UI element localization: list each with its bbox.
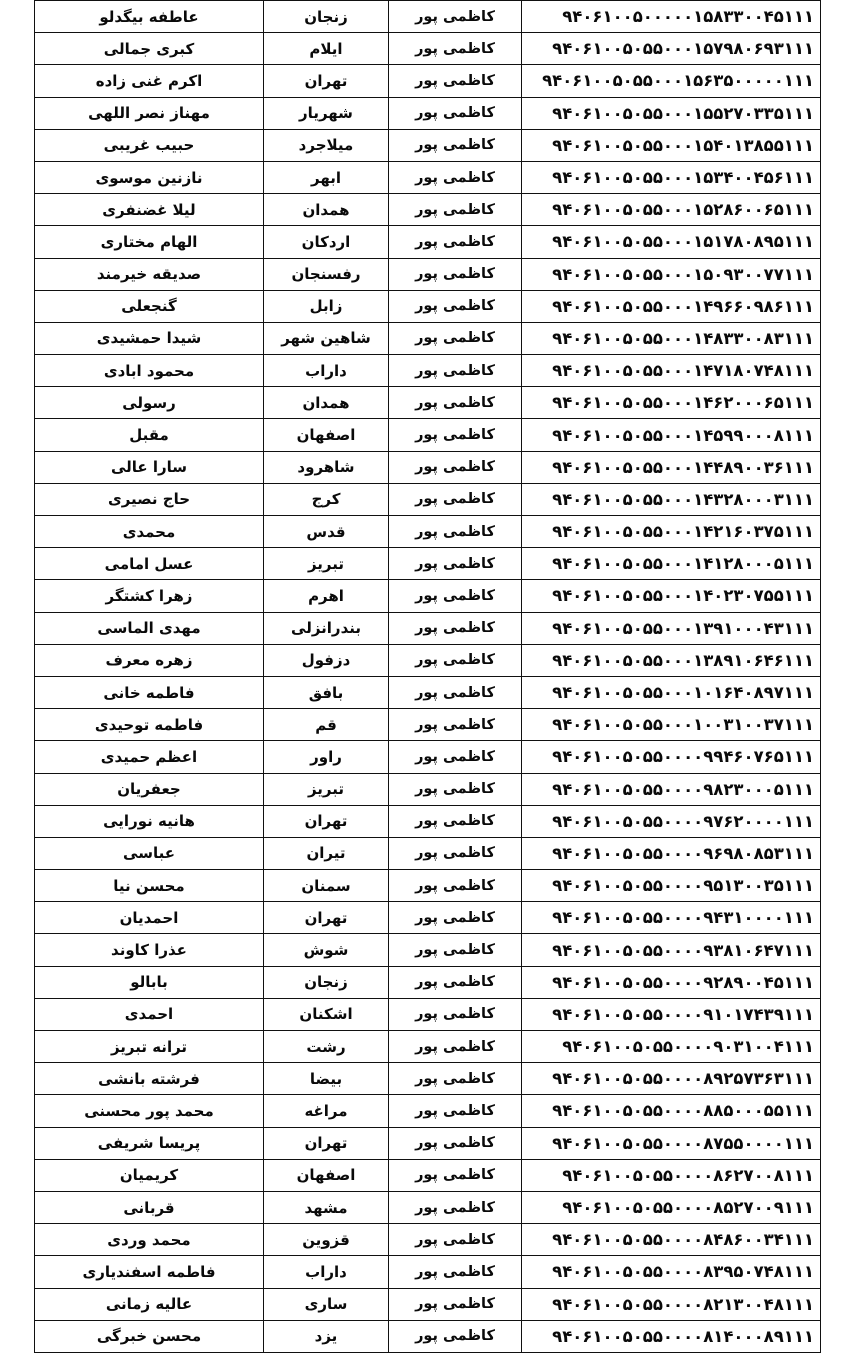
account-number-cell: ۹۴۰۶۱۰۰۵۰۵۵۰۰۰۱۰۰۳۱۰۰۳۷۱۱۱ (522, 709, 821, 741)
table-row (35, 451, 821, 483)
surname-cell: کاظمی پور (389, 1256, 522, 1288)
surname-cell: کاظمی پور (389, 97, 522, 129)
city-cell: مشهد (264, 1191, 389, 1223)
surname-cell: کاظمی پور (389, 290, 522, 322)
city-cell: همدان (264, 387, 389, 419)
table-row (35, 1031, 821, 1063)
table-row (35, 1063, 821, 1095)
city-cell: شاهرود (264, 451, 389, 483)
table-row (35, 870, 821, 902)
table-row (35, 161, 821, 193)
city-cell: اهرم (264, 580, 389, 612)
person-name-cell: اعظم حمیدی (35, 741, 264, 773)
surname-cell: کاظمی پور (389, 355, 522, 387)
surname-cell: کاظمی پور (389, 226, 522, 258)
surname-cell: کاظمی پور (389, 998, 522, 1030)
person-name-cell: حبیب غریبی (35, 129, 264, 161)
account-number-cell: ۹۴۰۶۱۰۰۵۰۵۵۰۰۰۰۹۳۸۱۰۶۴۷۱۱۱ (522, 934, 821, 966)
city-cell: قدس (264, 516, 389, 548)
account-number-cell: ۹۴۰۶۱۰۰۵۰۵۵۰۰۰۰۸۳۹۵۰۷۴۸۱۱۱ (522, 1256, 821, 1288)
table-row (35, 65, 821, 97)
person-name-cell: عذرا کاوند (35, 934, 264, 966)
person-name-cell: اکرم غنی زاده (35, 65, 264, 97)
city-cell: راور (264, 741, 389, 773)
table-row (35, 580, 821, 612)
person-name-cell: رسولی (35, 387, 264, 419)
table-row (35, 966, 821, 998)
person-name-cell: قربانی (35, 1191, 264, 1223)
surname-cell: کاظمی پور (389, 419, 522, 451)
account-number-cell: ۹۴۰۶۱۰۰۵۰۵۵۰۰۰۰۸۵۲۷۰۰۹۱۱۱ (522, 1191, 821, 1223)
surname-cell: کاظمی پور (389, 676, 522, 708)
person-name-cell: گنجعلی (35, 290, 264, 322)
surname-cell: کاظمی پور (389, 548, 522, 580)
account-number-cell: ۹۴۰۶۱۰۰۵۰۵۵۰۰۰۱۴۶۲۰۰۰۶۵۱۱۱ (522, 387, 821, 419)
person-name-cell: احمدیان (35, 902, 264, 934)
surname-cell: کاظمی پور (389, 612, 522, 644)
account-number-cell: ۹۴۰۶۱۰۰۵۰۵۵۰۰۰۱۳۹۱۰۰۰۴۳۱۱۱ (522, 612, 821, 644)
person-name-cell: محسن نیا (35, 870, 264, 902)
city-cell: شاهین شهر (264, 322, 389, 354)
city-cell: همدان (264, 194, 389, 226)
surname-cell: کاظمی پور (389, 161, 522, 193)
city-cell: بندرانزلی (264, 612, 389, 644)
city-cell: سمنان (264, 870, 389, 902)
surname-cell: کاظمی پور (389, 805, 522, 837)
table-row (35, 1127, 821, 1159)
person-name-cell: صدیقه خیرمند (35, 258, 264, 290)
city-cell: زنجان (264, 966, 389, 998)
table-row (35, 934, 821, 966)
table-row (35, 837, 821, 869)
city-cell: بافق (264, 676, 389, 708)
surname-cell: کاظمی پور (389, 1127, 522, 1159)
city-cell: دزفول (264, 644, 389, 676)
person-name-cell: محمدی (35, 516, 264, 548)
account-number-cell: ۹۴۰۶۱۰۰۵۰۵۵۰۰۰۰۸۴۸۶۰۰۳۴۱۱۱ (522, 1224, 821, 1256)
table-row (35, 322, 821, 354)
person-name-cell: زهره معرف (35, 644, 264, 676)
table-row (35, 419, 821, 451)
person-name-cell: عسل امامی (35, 548, 264, 580)
surname-cell: کاظمی پور (389, 1191, 522, 1223)
city-cell: رشت (264, 1031, 389, 1063)
person-name-cell: محمد وردی (35, 1224, 264, 1256)
account-number-cell: ۹۴۰۶۱۰۰۵۰۵۵۰۰۰۰۹۹۴۶۰۷۶۵۱۱۱ (522, 741, 821, 773)
account-number-cell: ۹۴۰۶۱۰۰۵۰۵۵۰۰۰۱۴۵۹۹۰۰۰۸۱۱۱ (522, 419, 821, 451)
table-row (35, 612, 821, 644)
account-number-cell: ۹۴۰۶۱۰۰۵۰۵۵۰۰۰۰۹۷۶۲۰۰۰۰۱۱۱ (522, 805, 821, 837)
person-name-cell: کریمیان (35, 1159, 264, 1191)
surname-cell: کاظمی پور (389, 33, 522, 65)
surname-cell: کاظمی پور (389, 580, 522, 612)
table-row (35, 129, 821, 161)
table-row (35, 741, 821, 773)
account-number-cell: ۹۴۰۶۱۰۰۵۰۵۵۰۰۰۰۸۷۵۵۰۰۰۰۱۱۱ (522, 1127, 821, 1159)
table-row (35, 1224, 821, 1256)
surname-cell: کاظمی پور (389, 65, 522, 97)
person-name-cell: الهام مختاری (35, 226, 264, 258)
table-row (35, 548, 821, 580)
person-name-cell: مهدی الماسی (35, 612, 264, 644)
surname-cell: کاظمی پور (389, 870, 522, 902)
person-name-cell: حاج نصیری (35, 483, 264, 515)
table-row (35, 1159, 821, 1191)
surname-cell: کاظمی پور (389, 322, 522, 354)
surname-cell: کاظمی پور (389, 934, 522, 966)
account-number-cell: ۹۴۰۶۱۰۰۵۰۰۰۰۰۱۵۸۳۳۰۰۴۵۱۱۱ (522, 1, 821, 33)
table-row (35, 1191, 821, 1223)
table-row (35, 290, 821, 322)
person-name-cell: ترانه تبریز (35, 1031, 264, 1063)
account-number-cell: ۹۴۰۶۱۰۰۵۰۵۵۰۰۰۰۹۰۳۱۰۰۴۱۱۱ (522, 1031, 821, 1063)
table-row (35, 773, 821, 805)
account-number-cell: ۹۴۰۶۱۰۰۵۰۵۵۰۰۰۱۴۲۱۶۰۳۷۵۱۱۱ (522, 516, 821, 548)
table-row (35, 258, 821, 290)
account-number-cell: ۹۴۰۶۱۰۰۵۰۵۵۰۰۰۱۵۲۸۶۰۰۶۵۱۱۱ (522, 194, 821, 226)
city-cell: بیضا (264, 1063, 389, 1095)
account-number-cell: ۹۴۰۶۱۰۰۵۰۵۵۰۰۰۱۴۱۲۸۰۰۰۵۱۱۱ (522, 548, 821, 580)
account-number-cell: ۹۴۰۶۱۰۰۵۰۵۵۰۰۰۱۵۰۹۳۰۰۷۷۱۱۱ (522, 258, 821, 290)
account-number-cell: ۹۴۰۶۱۰۰۵۰۵۵۰۰۰۰۸۲۱۳۰۰۴۸۱۱۱ (522, 1288, 821, 1320)
account-number-cell: ۹۴۰۶۱۰۰۵۰۵۵۰۰۰۰۹۵۱۳۰۰۳۵۱۱۱ (522, 870, 821, 902)
account-number-cell: ۹۴۰۶۱۰۰۵۰۵۵۰۰۰۰۹۶۹۸۰۸۵۳۱۱۱ (522, 837, 821, 869)
city-cell: تهران (264, 1127, 389, 1159)
table-row (35, 226, 821, 258)
person-name-cell: کبری جمالی (35, 33, 264, 65)
city-cell: قزوین (264, 1224, 389, 1256)
accounts-table-body (35, 1, 821, 1353)
table-row (35, 1095, 821, 1127)
person-name-cell: احمدی (35, 998, 264, 1030)
city-cell: تیران (264, 837, 389, 869)
person-name-cell: لیلا غضنفری (35, 194, 264, 226)
city-cell: داراب (264, 1256, 389, 1288)
table-row (35, 1288, 821, 1320)
account-number-cell: ۹۴۰۶۱۰۰۵۰۵۵۰۰۰۱۵۳۴۰۰۴۵۶۱۱۱ (522, 161, 821, 193)
city-cell: زنجان (264, 1, 389, 33)
account-number-cell: ۹۴۰۶۱۰۰۵۰۵۵۰۰۰۱۴۰۲۳۰۷۵۵۱۱۱ (522, 580, 821, 612)
surname-cell: کاظمی پور (389, 1063, 522, 1095)
surname-cell: کاظمی پور (389, 709, 522, 741)
table-row (35, 676, 821, 708)
account-number-cell: ۹۴۰۶۱۰۰۵۰۵۵۰۰۰۱۵۶۳۵۰۰۰۰۰۱۱۱ (522, 65, 821, 97)
person-name-cell: جعفریان (35, 773, 264, 805)
account-number-cell: ۹۴۰۶۱۰۰۵۰۵۵۰۰۰۱۴۷۱۸۰۷۴۸۱۱۱ (522, 355, 821, 387)
table-row (35, 355, 821, 387)
person-name-cell: عالیه زمانی (35, 1288, 264, 1320)
person-name-cell: فاطمه اسفندیاری (35, 1256, 264, 1288)
surname-cell: کاظمی پور (389, 516, 522, 548)
table-row (35, 33, 821, 65)
table-row (35, 998, 821, 1030)
table-row (35, 805, 821, 837)
person-name-cell: عباسی (35, 837, 264, 869)
table-row (35, 97, 821, 129)
person-name-cell: مقبل (35, 419, 264, 451)
table-row (35, 1256, 821, 1288)
city-cell: شوش (264, 934, 389, 966)
account-number-cell: ۹۴۰۶۱۰۰۵۰۵۵۰۰۰۰۸۸۵۰۰۰۵۵۱۱۱ (522, 1095, 821, 1127)
account-number-cell: ۹۴۰۶۱۰۰۵۰۵۵۰۰۰۱۵۱۷۸۰۸۹۵۱۱۱ (522, 226, 821, 258)
account-number-cell: ۹۴۰۶۱۰۰۵۰۵۵۰۰۰۰۹۲۸۹۰۰۴۵۱۱۱ (522, 966, 821, 998)
city-cell: ساری (264, 1288, 389, 1320)
city-cell: قم (264, 709, 389, 741)
account-number-cell: ۹۴۰۶۱۰۰۵۰۵۵۰۰۰۰۹۱۰۱۷۴۳۹۱۱۱ (522, 998, 821, 1030)
city-cell: تبریز (264, 773, 389, 805)
surname-cell: کاظمی پور (389, 1288, 522, 1320)
person-name-cell: فاطمه توحیدی (35, 709, 264, 741)
person-name-cell: فرشته بانشی (35, 1063, 264, 1095)
city-cell: کرج (264, 483, 389, 515)
surname-cell: کاظمی پور (389, 1159, 522, 1191)
table-row (35, 1, 821, 33)
account-number-cell: ۹۴۰۶۱۰۰۵۰۵۵۰۰۰۱۵۴۰۱۳۸۵۵۱۱۱ (522, 129, 821, 161)
table-row (35, 644, 821, 676)
surname-cell: کاظمی پور (389, 129, 522, 161)
table-row (35, 1320, 821, 1352)
account-number-cell: ۹۴۰۶۱۰۰۵۰۵۵۰۰۰۰۹۸۲۳۰۰۰۵۱۱۱ (522, 773, 821, 805)
surname-cell: کاظمی پور (389, 902, 522, 934)
table-row (35, 516, 821, 548)
table-row (35, 902, 821, 934)
city-cell: یزد (264, 1320, 389, 1352)
account-number-cell: ۹۴۰۶۱۰۰۵۰۵۵۰۰۰۱۴۴۸۹۰۰۳۶۱۱۱ (522, 451, 821, 483)
table-row (35, 483, 821, 515)
city-cell: تهران (264, 805, 389, 837)
surname-cell: کاظمی پور (389, 1, 522, 33)
surname-cell: کاظمی پور (389, 741, 522, 773)
account-number-cell: ۹۴۰۶۱۰۰۵۰۵۵۰۰۰۱۵۵۲۷۰۳۳۵۱۱۱ (522, 97, 821, 129)
city-cell: زابل (264, 290, 389, 322)
account-number-cell: ۹۴۰۶۱۰۰۵۰۵۵۰۰۰۱۴۳۲۸۰۰۰۳۱۱۱ (522, 483, 821, 515)
person-name-cell: پریسا شریفی (35, 1127, 264, 1159)
document-sheet (34, 0, 818, 1346)
city-cell: تهران (264, 65, 389, 97)
surname-cell: کاظمی پور (389, 258, 522, 290)
city-cell: ابهر (264, 161, 389, 193)
city-cell: تبریز (264, 548, 389, 580)
surname-cell: کاظمی پور (389, 194, 522, 226)
account-number-cell: ۹۴۰۶۱۰۰۵۰۵۵۰۰۰۰۸۶۲۷۰۰۸۱۱۱ (522, 1159, 821, 1191)
table-row (35, 709, 821, 741)
city-cell: شهریار (264, 97, 389, 129)
city-cell: اشکنان (264, 998, 389, 1030)
city-cell: اصفهان (264, 1159, 389, 1191)
person-name-cell: عاطفه بیگدلو (35, 1, 264, 33)
city-cell: تهران (264, 902, 389, 934)
person-name-cell: شیدا حمشیدی (35, 322, 264, 354)
account-number-cell: ۹۴۰۶۱۰۰۵۰۵۵۰۰۰۱۳۸۹۱۰۶۴۶۱۱۱ (522, 644, 821, 676)
city-cell: داراب (264, 355, 389, 387)
surname-cell: کاظمی پور (389, 1095, 522, 1127)
person-name-cell: فاطمه خانی (35, 676, 264, 708)
surname-cell: کاظمی پور (389, 483, 522, 515)
city-cell: مراغه (264, 1095, 389, 1127)
surname-cell: کاظمی پور (389, 644, 522, 676)
person-name-cell: نازنین موسوی (35, 161, 264, 193)
surname-cell: کاظمی پور (389, 451, 522, 483)
surname-cell: کاظمی پور (389, 773, 522, 805)
account-number-cell: ۹۴۰۶۱۰۰۵۰۵۵۰۰۰۱۴۸۳۳۰۰۸۳۱۱۱ (522, 322, 821, 354)
city-cell: اردکان (264, 226, 389, 258)
account-number-cell: ۹۴۰۶۱۰۰۵۰۵۵۰۰۰۰۹۴۳۱۰۰۰۰۱۱۱ (522, 902, 821, 934)
city-cell: اصفهان (264, 419, 389, 451)
account-number-cell: ۹۴۰۶۱۰۰۵۰۵۵۰۰۰۱۵۷۹۸۰۶۹۳۱۱۱ (522, 33, 821, 65)
table-row (35, 194, 821, 226)
person-name-cell: مهناز نصر اللهی (35, 97, 264, 129)
surname-cell: کاظمی پور (389, 1224, 522, 1256)
surname-cell: کاظمی پور (389, 837, 522, 869)
account-number-cell: ۹۴۰۶۱۰۰۵۰۵۵۰۰۰۱۴۹۶۶۰۹۸۶۱۱۱ (522, 290, 821, 322)
surname-cell: کاظمی پور (389, 966, 522, 998)
surname-cell: کاظمی پور (389, 1031, 522, 1063)
person-name-cell: زهرا کشتگر (35, 580, 264, 612)
accounts-table (34, 0, 821, 1353)
person-name-cell: محسن خبرگی (35, 1320, 264, 1352)
account-number-cell: ۹۴۰۶۱۰۰۵۰۵۵۰۰۰۰۸۹۲۵۷۳۶۳۱۱۱ (522, 1063, 821, 1095)
surname-cell: کاظمی پور (389, 387, 522, 419)
account-number-cell: ۹۴۰۶۱۰۰۵۰۵۵۰۰۰۱۰۱۶۴۰۸۹۷۱۱۱ (522, 676, 821, 708)
person-name-cell: بابالو (35, 966, 264, 998)
city-cell: رفسنجان (264, 258, 389, 290)
person-name-cell: محمد پور محسنی (35, 1095, 264, 1127)
city-cell: میلاجرد (264, 129, 389, 161)
surname-cell: کاظمی پور (389, 1320, 522, 1352)
person-name-cell: سارا عالی (35, 451, 264, 483)
city-cell: ایلام (264, 33, 389, 65)
account-number-cell: ۹۴۰۶۱۰۰۵۰۵۵۰۰۰۰۸۱۴۰۰۰۸۹۱۱۱ (522, 1320, 821, 1352)
table-row (35, 387, 821, 419)
person-name-cell: هانیه نورایی (35, 805, 264, 837)
person-name-cell: محمود ابادی (35, 355, 264, 387)
